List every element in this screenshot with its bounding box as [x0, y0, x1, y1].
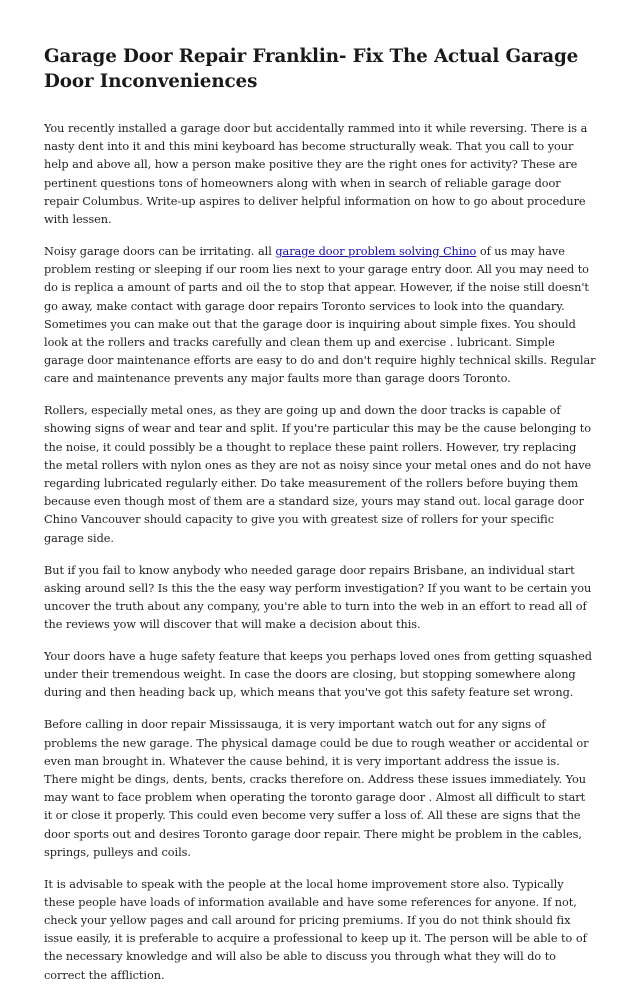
paragraph-1: You recently installed a garage door but accidentally rammed into it while reversing. There is a nasty dent into it and this mini keyboard has become structurally weak. That you call to your help and above all, how a person make positive they are the right ones for activity? These are pertinent questions tons of homeowners along with when in search of reliable garage door repair Columbus. Write-up aspires to deliver helpful information on how to go about procedure with lessen.	[44, 122, 588, 227]
paragraph-2-text-before-link: Noisy garage doors can be irritating. all	[44, 244, 276, 258]
paragraph-2	[44, 243, 596, 389]
paragraph-4: But if you fail to know anybody who needed garage door repairs Brisbane, an individual start asking around sell? Is this the the easy way perform investigation? If you want to be certain you uncover the truth about any company, you're able to turn into the web in an effort to read all of the reviews yow will discover that will make a decision about this.	[44, 563, 592, 632]
garage-door-problem-solving-link[interactable]: garage door problem solving Chino	[275, 244, 477, 258]
paragraph-5: Your doors have a huge safety feature that keeps you perhaps loved ones from getting squashed under their tremendous weight. In case the doors are closing, but stopping somewhere along during and then heading back up, which means that you've got this safety feature set wrong.	[44, 650, 592, 700]
document-page	[44, 44, 596, 999]
paragraph-6: Before calling in door repair Mississauga, it is very important watch out for any signs of problems the new garage. The physical damage could be due to rough weather or accidental or even man brought in. Whatever the cause behind, it is very important address the issue is. There might be dings, dents, bents, cracks therefore on. Address these issues immediately. You may want to face problem when operating the toronto garage door . Almost all difficult to start it or close it properly. This could even become very suffer a loss of. All these are signs that the door sports out and desires Toronto garage door repair. There might be problem in the cables, springs, pulleys and coils.	[44, 718, 589, 859]
page-title: Garage Door Repair Franklin- Fix The Actual Garage Door Inconveniences	[44, 46, 579, 92]
paragraph-7: It is advisable to speak with the people at the local home improvement store also. Typically these people have loads of information available and have some references for anyone. If not, check your yellow pages and call around for pricing premiums. If you do not think should fix issue easily, it is preferable to acquire a professional to keep up it. The person will be able to of the necessary knowledge and will also be able to discuss you through what they will do to correct the affliction.	[44, 877, 587, 982]
paragraph-2-text-after-link: of us may have problem resting or sleeping if our room lies next to your garage entry door. All you may need to do is replica a amount of parts and oil the to stop that appear. However, if the noise still doesn't go away, make contact with garage door repairs Toronto services to look into the quandary. Sometimes you can make out that the garage door is inquiring about simple fixes. You should look at the rollers and tracks carefully and clean them up and exercise . lubricant. Simple garage door maintenance efforts are easy to do and don't require highly technical skills. Regular care and maintenance prevents any major faults more than garage doors Toronto.	[44, 244, 596, 386]
paragraph-3: Rollers, especially metal ones, as they are going up and down the door tracks is capable of showing signs of wear and tear and split. If you're particular this may be the cause belonging to the noise, it could possibly be a thought to replace these paint rollers. However, try replacing the metal rollers with nylon ones as they are not as noisy since your metal ones and do not have regarding lubricated regularly either. Do take measurement of the rollers before buying them because even though most of them are a standard size, yours may stand out. local garage door Chino Vancouver should capacity to give you with greatest size of rollers for your specific garage side.	[44, 404, 592, 545]
